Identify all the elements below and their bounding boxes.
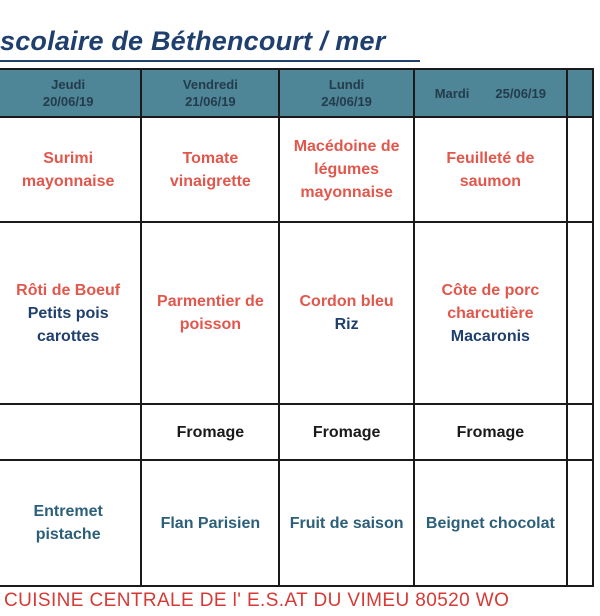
starter-cell-2: Macédoine de légumes mayonnaise (279, 117, 413, 222)
main-cell-2: Cordon bleu Riz (279, 222, 413, 404)
dessert-cell-1: Flan Parisien (141, 460, 279, 586)
starter-cell-0: Surimi mayonnaise (0, 117, 141, 222)
cheese-row (0, 404, 593, 460)
header-row (0, 69, 593, 117)
main-cell-0: Rôti de Boeuf Petits pois carottes (0, 222, 141, 404)
dessert-cell-3: Beignet chocolat (414, 460, 567, 586)
starter-cell-1: Tomate vinaigrette (141, 117, 279, 222)
main-row (0, 222, 593, 404)
footer-text: CUISINE CENTRALE DE l' E.S.AT DU VIMEU 80520 WO (4, 590, 510, 611)
header-day-2: Lundi 24/06/19 (279, 69, 413, 117)
cheese-cell-3: Fromage (414, 404, 567, 460)
cheese-cell-0 (0, 404, 141, 460)
starter-cell-3: Feuilleté de saumon (414, 117, 567, 222)
dessert-cell-2: Fruit de saison (279, 460, 413, 586)
starter-row (0, 117, 593, 222)
title-underline (0, 60, 420, 62)
main-cell-1: Parmentier de poisson (141, 222, 279, 404)
main-cell-3: Côte de porc charcutière Macaronis (414, 222, 567, 404)
cheese-cell-4 (567, 404, 593, 460)
starter-cell-4 (567, 117, 593, 222)
main-cell-4 (567, 222, 593, 404)
cheese-cell-1: Fromage (141, 404, 279, 460)
menu-table (0, 68, 594, 587)
header-day-0: Jeudi 20/06/19 (0, 69, 141, 117)
dessert-cell-0: Entremet pistache (0, 460, 141, 586)
cheese-cell-2: Fromage (279, 404, 413, 460)
page-title: scolaire de Béthencourt / mer (0, 26, 386, 56)
header-day-1: Vendredi 21/06/19 (141, 69, 279, 117)
dessert-cell-4 (567, 460, 593, 586)
header-day-4 (567, 69, 593, 117)
header-day-3: Mardi 25/06/19 (414, 69, 567, 117)
dessert-row (0, 460, 593, 586)
